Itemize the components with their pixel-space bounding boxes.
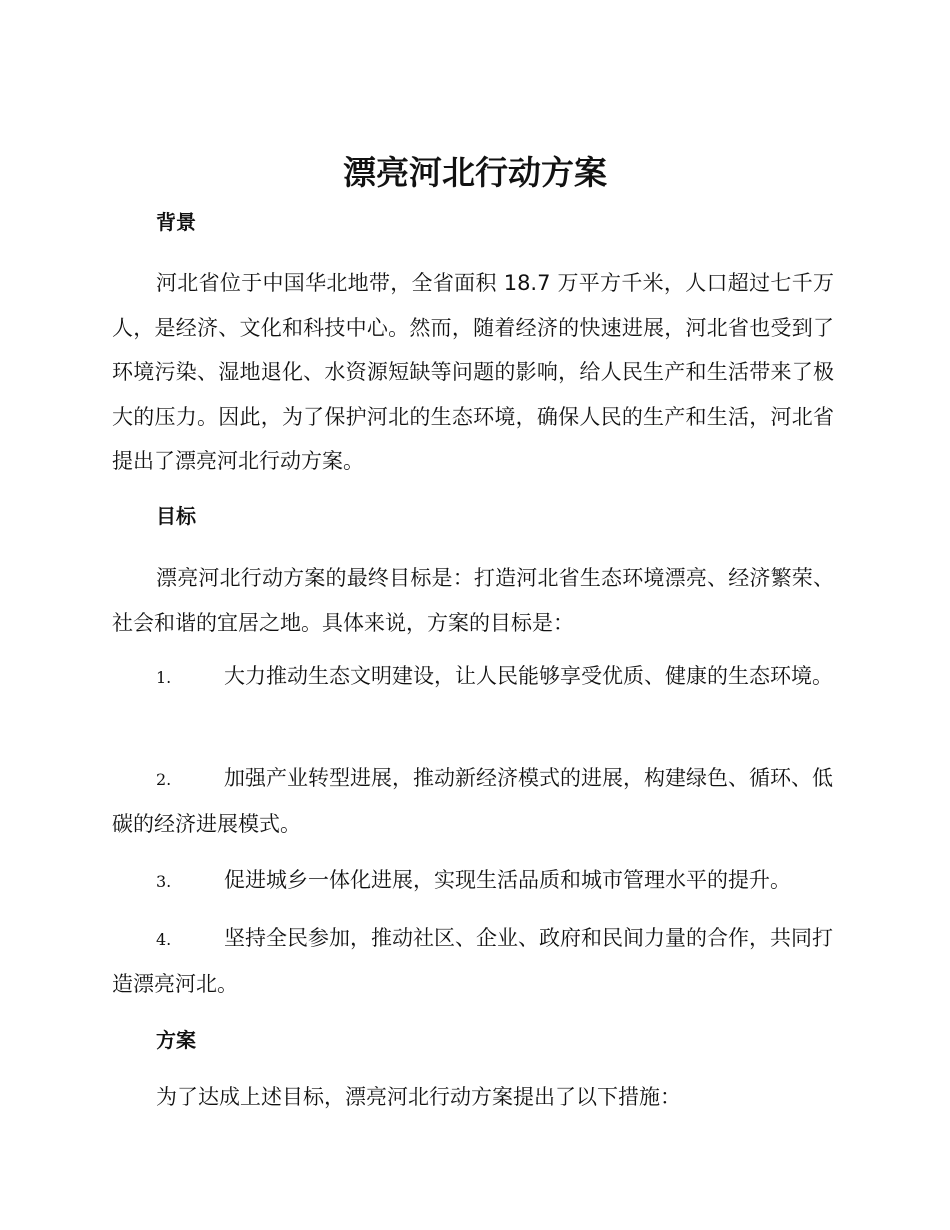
list-item-text: 坚持全民参加，推动社区、企业、政府和民间力量的合作，共同打造漂亮河北。 (112, 926, 833, 996)
goal-list-item-1 (112, 654, 834, 700)
list-number: 4. (156, 930, 172, 949)
list-item-text: 大力推动生态文明建设，让人民能够享受优质、健康的生态环境。 (224, 664, 833, 688)
list-number: 1. (156, 668, 172, 687)
goal-list-item-4 (112, 916, 834, 1006)
goals-intro-paragraph: 漂亮河北行动方案的最终目标是：打造河北省生态环境漂亮、经济繁荣、社会和谐的宜居之地。具体来说，方案的目标是： (112, 566, 834, 635)
list-item-text: 加强产业转型进展，推动新经济模式的进展，构建绿色、循环、低碳的经济进展模式。 (112, 766, 833, 836)
section-heading-background: 背景 (156, 210, 196, 234)
document-title: 漂亮河北行动方案 (343, 153, 607, 192)
list-number: 2. (156, 770, 172, 789)
section-heading-goals: 目标 (156, 504, 196, 528)
list-number: 3. (156, 872, 172, 891)
section-heading-plan: 方案 (156, 1028, 196, 1052)
plan-intro-paragraph: 为了达成上述目标，漂亮河北行动方案提出了以下措施： (156, 1085, 681, 1109)
goal-list-item-2 (112, 756, 834, 846)
list-item-text: 促进城乡一体化进展，实现生活品质和城市管理水平的提升。 (224, 868, 791, 892)
goal-list-item-3 (112, 858, 834, 904)
background-paragraph: 河北省位于中国华北地带，全省面积 18.7 万平方千米，人口超过七千万人，是经济、文化和科技中心。然而，随着经济的快速进展，河北省也受到了环境污染、湿地退化、水资源短缺等问题的影响，给人民生产和生活带来了极大的压力。因此，为了保护河北的生态环境，确保人民的生产和生活，河北省提出了漂亮河北行动方案。 (112, 271, 834, 473)
